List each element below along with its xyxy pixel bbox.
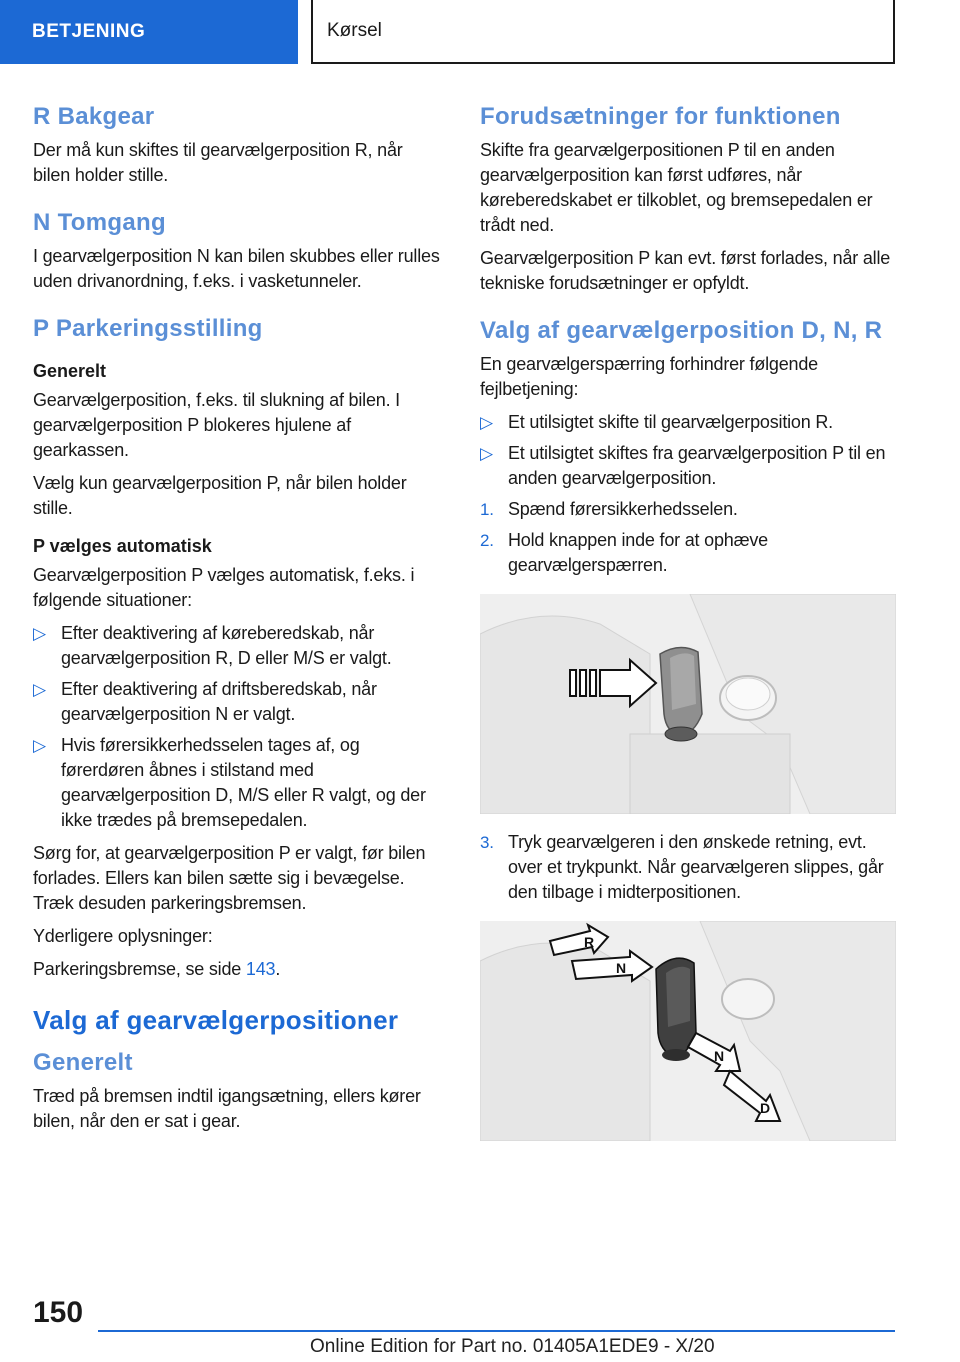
chapter-title: Kørsel [311, 0, 895, 64]
direction-label-r: R [584, 934, 595, 950]
valg-generelt-paragraph: Træd på bremsen indtil igangsætning, ellers kører bilen, når den er sat i gear. [33, 1086, 421, 1131]
valg-heading: Valg af gearvælgerpositioner [33, 1005, 399, 1035]
valg-generelt-heading: Generelt [33, 1049, 133, 1076]
fors-paragraph-1: Skifte fra gearvælgerpositionen P til en anden gearvælgerposition kan først udføres, når køreberedskabet er tilkoblet, og bremsepedalen er trådt ned. [480, 140, 873, 235]
step-number: 2. [480, 531, 494, 550]
gear-selector-button-svg [480, 594, 896, 814]
auto-subheading: P vælges automatisk [33, 536, 212, 556]
r-heading: R Bakgear [33, 103, 155, 130]
page-link[interactable]: 143 [245, 959, 276, 979]
direction-label-d: D [760, 1100, 771, 1116]
list-item: ▷ Hvis førersikkerhedsselen tages af, og førerdøren åbnes i stilstand med gearvælgerposition D, M/S eller R valgt, og der ikke trædes på bremsepedalen. [33, 735, 426, 830]
n-paragraph: I gearvælgerposition N kan bilen skubbes eller rulles uden drivanordning, f.eks. i vasketunneler. [33, 246, 440, 291]
list-item: ▷ Efter deaktivering af køreberedskab, når gearvælgerposition R, D eller M/S er valgt. [33, 623, 392, 668]
triangle-bullet-icon: ▷ [480, 444, 493, 463]
step-number: 1. [480, 500, 494, 519]
more-info-label: Yderligere oplysninger: [33, 926, 213, 946]
edition-footer: Online Edition for Part no. 01405A1EDE9 - X/20 [310, 1336, 715, 1357]
dnr-paragraph: En gearvælgerspærring forhindrer følgende fejlbetjening: [480, 354, 818, 399]
dnr-heading: Valg af gearvælgerposition D, N, R [480, 317, 883, 344]
cross-reference: Parkeringsbremse, se side 143. [33, 959, 281, 979]
step-item: 1. Spænd førersikkerhedsselen. [480, 497, 898, 522]
triangle-bullet-icon: ▷ [33, 680, 46, 699]
right-column [480, 100, 898, 1157]
section-tab: BETJENING [0, 0, 298, 64]
secure-paragraph: Sørg for, at gearvælgerposition P er valgt, før bilen forlades. Ellers kan bilen sætte sig i bevægelse. Træk desuden parkeringsbremsen. [33, 843, 426, 913]
step-number: 3. [480, 833, 494, 852]
direction-label-n-up: N [616, 960, 627, 976]
triangle-bullet-icon: ▷ [33, 624, 46, 643]
list-item: ▷ Et utilsigtet skifte til gearvælgerposition R. [480, 410, 898, 435]
auto-list [33, 621, 443, 833]
gear-selector-button-illustration [480, 594, 896, 814]
left-column [33, 100, 443, 1142]
step-item: 2. Hold knappen inde for at ophæve gearvælgerspærren. [480, 530, 768, 575]
triangle-bullet-icon: ▷ [33, 736, 46, 755]
footer-divider [98, 1330, 895, 1332]
fors-heading: Forudsætninger for funktionen [480, 103, 841, 130]
triangle-bullet-icon: ▷ [480, 413, 493, 432]
gear-directions-illustration [480, 921, 896, 1141]
generelt-paragraph-2: Vælg kun gearvælgerposition P, når bilen holder stille. [33, 473, 407, 518]
generelt-subheading: Generelt [33, 361, 107, 381]
list-item: ▷ Et utilsigtet skiftes fra gearvælgerposition P til en anden gearvælgerposition. [480, 443, 886, 488]
auto-paragraph: Gearvælgerposition P vælges automatisk, f.eks. i følgende situationer: [33, 565, 415, 610]
step-item: 3. Tryk gearvælgeren i den ønskede retning, evt. over et trykpunkt. Når gearvælgeren slippes, går den tilbage i midterpositionen. [480, 832, 884, 902]
step-3-list [480, 830, 898, 905]
page-number: 150 [33, 1296, 84, 1329]
p-heading: P Parkeringsstilling [33, 315, 263, 342]
generelt-paragraph-1: Gearvælgerposition, f.eks. til slukning af bilen. I gearvælgerposition P blokeres hjulene af gearkassen. [33, 390, 400, 460]
gear-directions-svg [480, 921, 896, 1141]
list-item: ▷ Efter deaktivering af driftsberedskab, når gearvælgerposition N er valgt. [33, 679, 377, 724]
dnr-list [480, 410, 898, 578]
fors-paragraph-2: Gearvælgerposition P kan evt. først forlades, når alle tekniske forudsætninger er opfyldt. [480, 248, 891, 293]
r-paragraph: Der må kun skiftes til gearvælgerposition R, når bilen holder stille. [33, 140, 403, 185]
n-heading: N Tomgang [33, 209, 166, 236]
direction-label-n-down: N [714, 1048, 725, 1064]
